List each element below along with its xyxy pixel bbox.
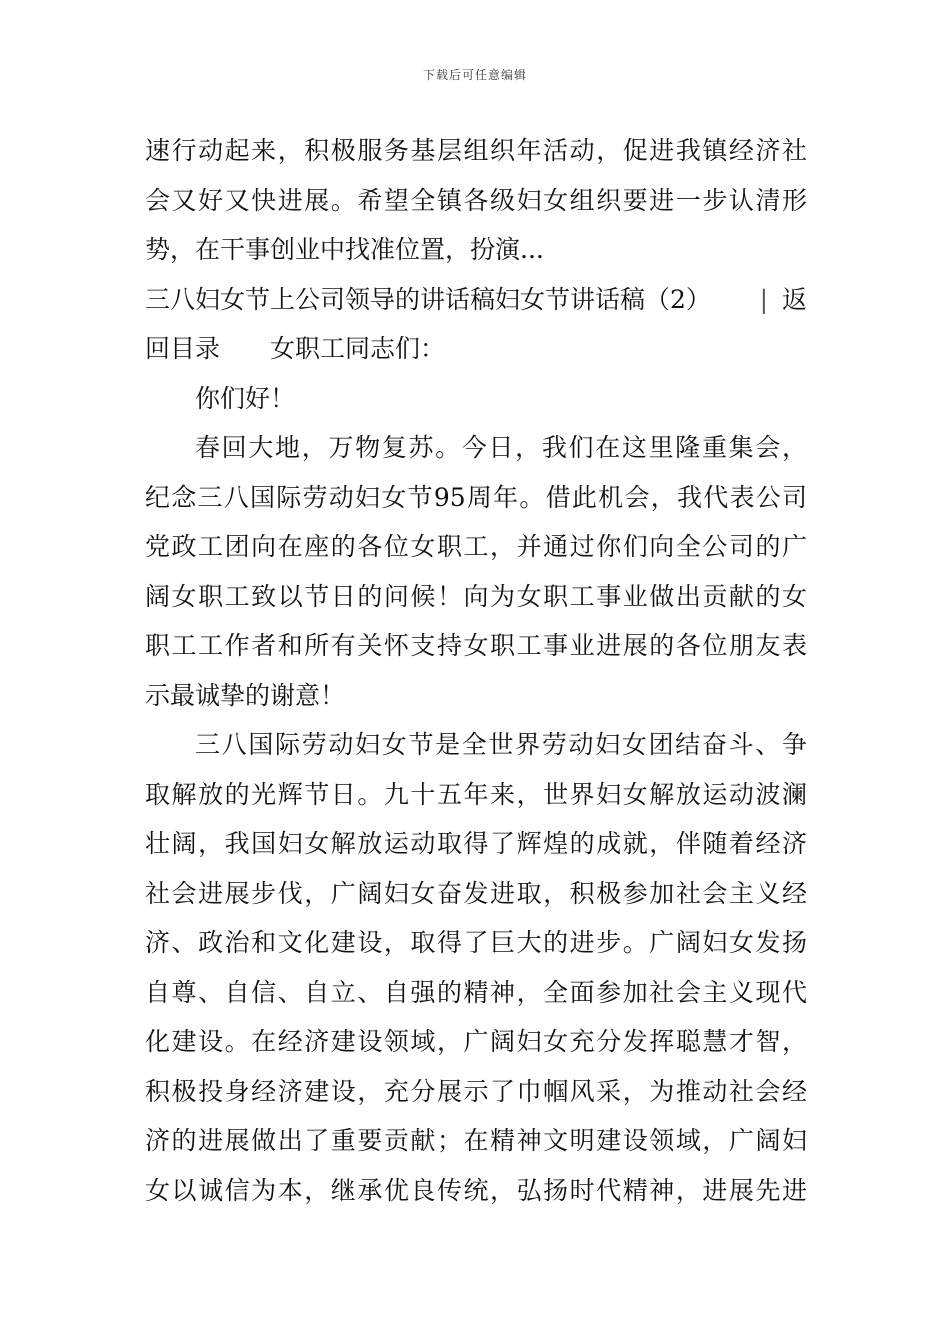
text-line: 速行动起来，积极服务基层组织年活动，促进我镇经济社 <box>145 136 807 165</box>
text-line: 济、政治和文化建设，取得了巨大的进步。广阔妇女发扬 <box>145 928 807 957</box>
toc-title-link[interactable]: 三八妇女节上公司领导的讲话稿妇女节讲话稿（2） <box>145 284 711 314</box>
text-line: 纪念三八国际劳动妇女节95周年。借此机会，我代表公司 <box>145 482 807 512</box>
text-line: 壮阔，我国妇女解放运动取得了辉煌的成就，伴随着经济 <box>145 829 807 858</box>
greeting: 你们好！ <box>195 383 296 413</box>
back-to-toc-link-continued[interactable]: 回目录 <box>145 334 221 363</box>
text-line: 社会进展步伐，广阔妇女奋发进取，积极参加社会主义经 <box>145 878 807 908</box>
document-body <box>145 126 807 1215</box>
text-line <box>145 324 807 374</box>
text-line: 春回大地，万物复苏。今日，我们在这里隆重集会， <box>195 433 807 462</box>
text-line: 自尊、自信、自立、自强的精神，全面参加社会主义现代 <box>145 977 807 1007</box>
text-line: 阔女职工致以节日的问候！向为女职工事业做出贡献的女 <box>145 581 807 611</box>
text-line: 示最诚挚的谢意！ <box>145 680 346 710</box>
text-line: 会又好又快进展。希望全镇各级妇女组织要进一步认清形 <box>145 185 807 215</box>
text-line: 积极投身经济建设，充分展示了巾帼风采，为推动社会经 <box>145 1076 807 1106</box>
salutation: 女职工同志们： <box>270 334 446 363</box>
text-line: 取解放的光辉节日。九十五年来，世界妇女解放运动波澜 <box>145 779 807 809</box>
header-note: 下载后可任意编辑 <box>422 68 527 82</box>
text-line: 势，在干事创业中找准位置，扮演... <box>145 235 544 264</box>
text-line: 女以诚信为本，继承优良传统，弘扬时代精神，进展先进 <box>145 1175 807 1205</box>
text-line: 职工工作者和所有关怀支持女职工事业进展的各位朋友表 <box>145 631 807 660</box>
back-to-toc-link[interactable]: 返 <box>781 284 807 314</box>
text-line: 化建设。在经济建设领域，广阔妇女充分发挥聪慧才智， <box>145 1027 807 1056</box>
text-line: 党政工团向在座的各位女职工，并通过你们向全公司的广 <box>145 532 807 561</box>
toc-separator: | <box>759 284 769 314</box>
toc-entry[interactable] <box>145 275 807 325</box>
text-line: 三八国际劳动妇女节是全世界劳动妇女团结奋斗、争 <box>195 730 807 759</box>
text-line: 济的进展做出了重要贡献；在精神文明建设领域，广阔妇 <box>145 1126 807 1155</box>
